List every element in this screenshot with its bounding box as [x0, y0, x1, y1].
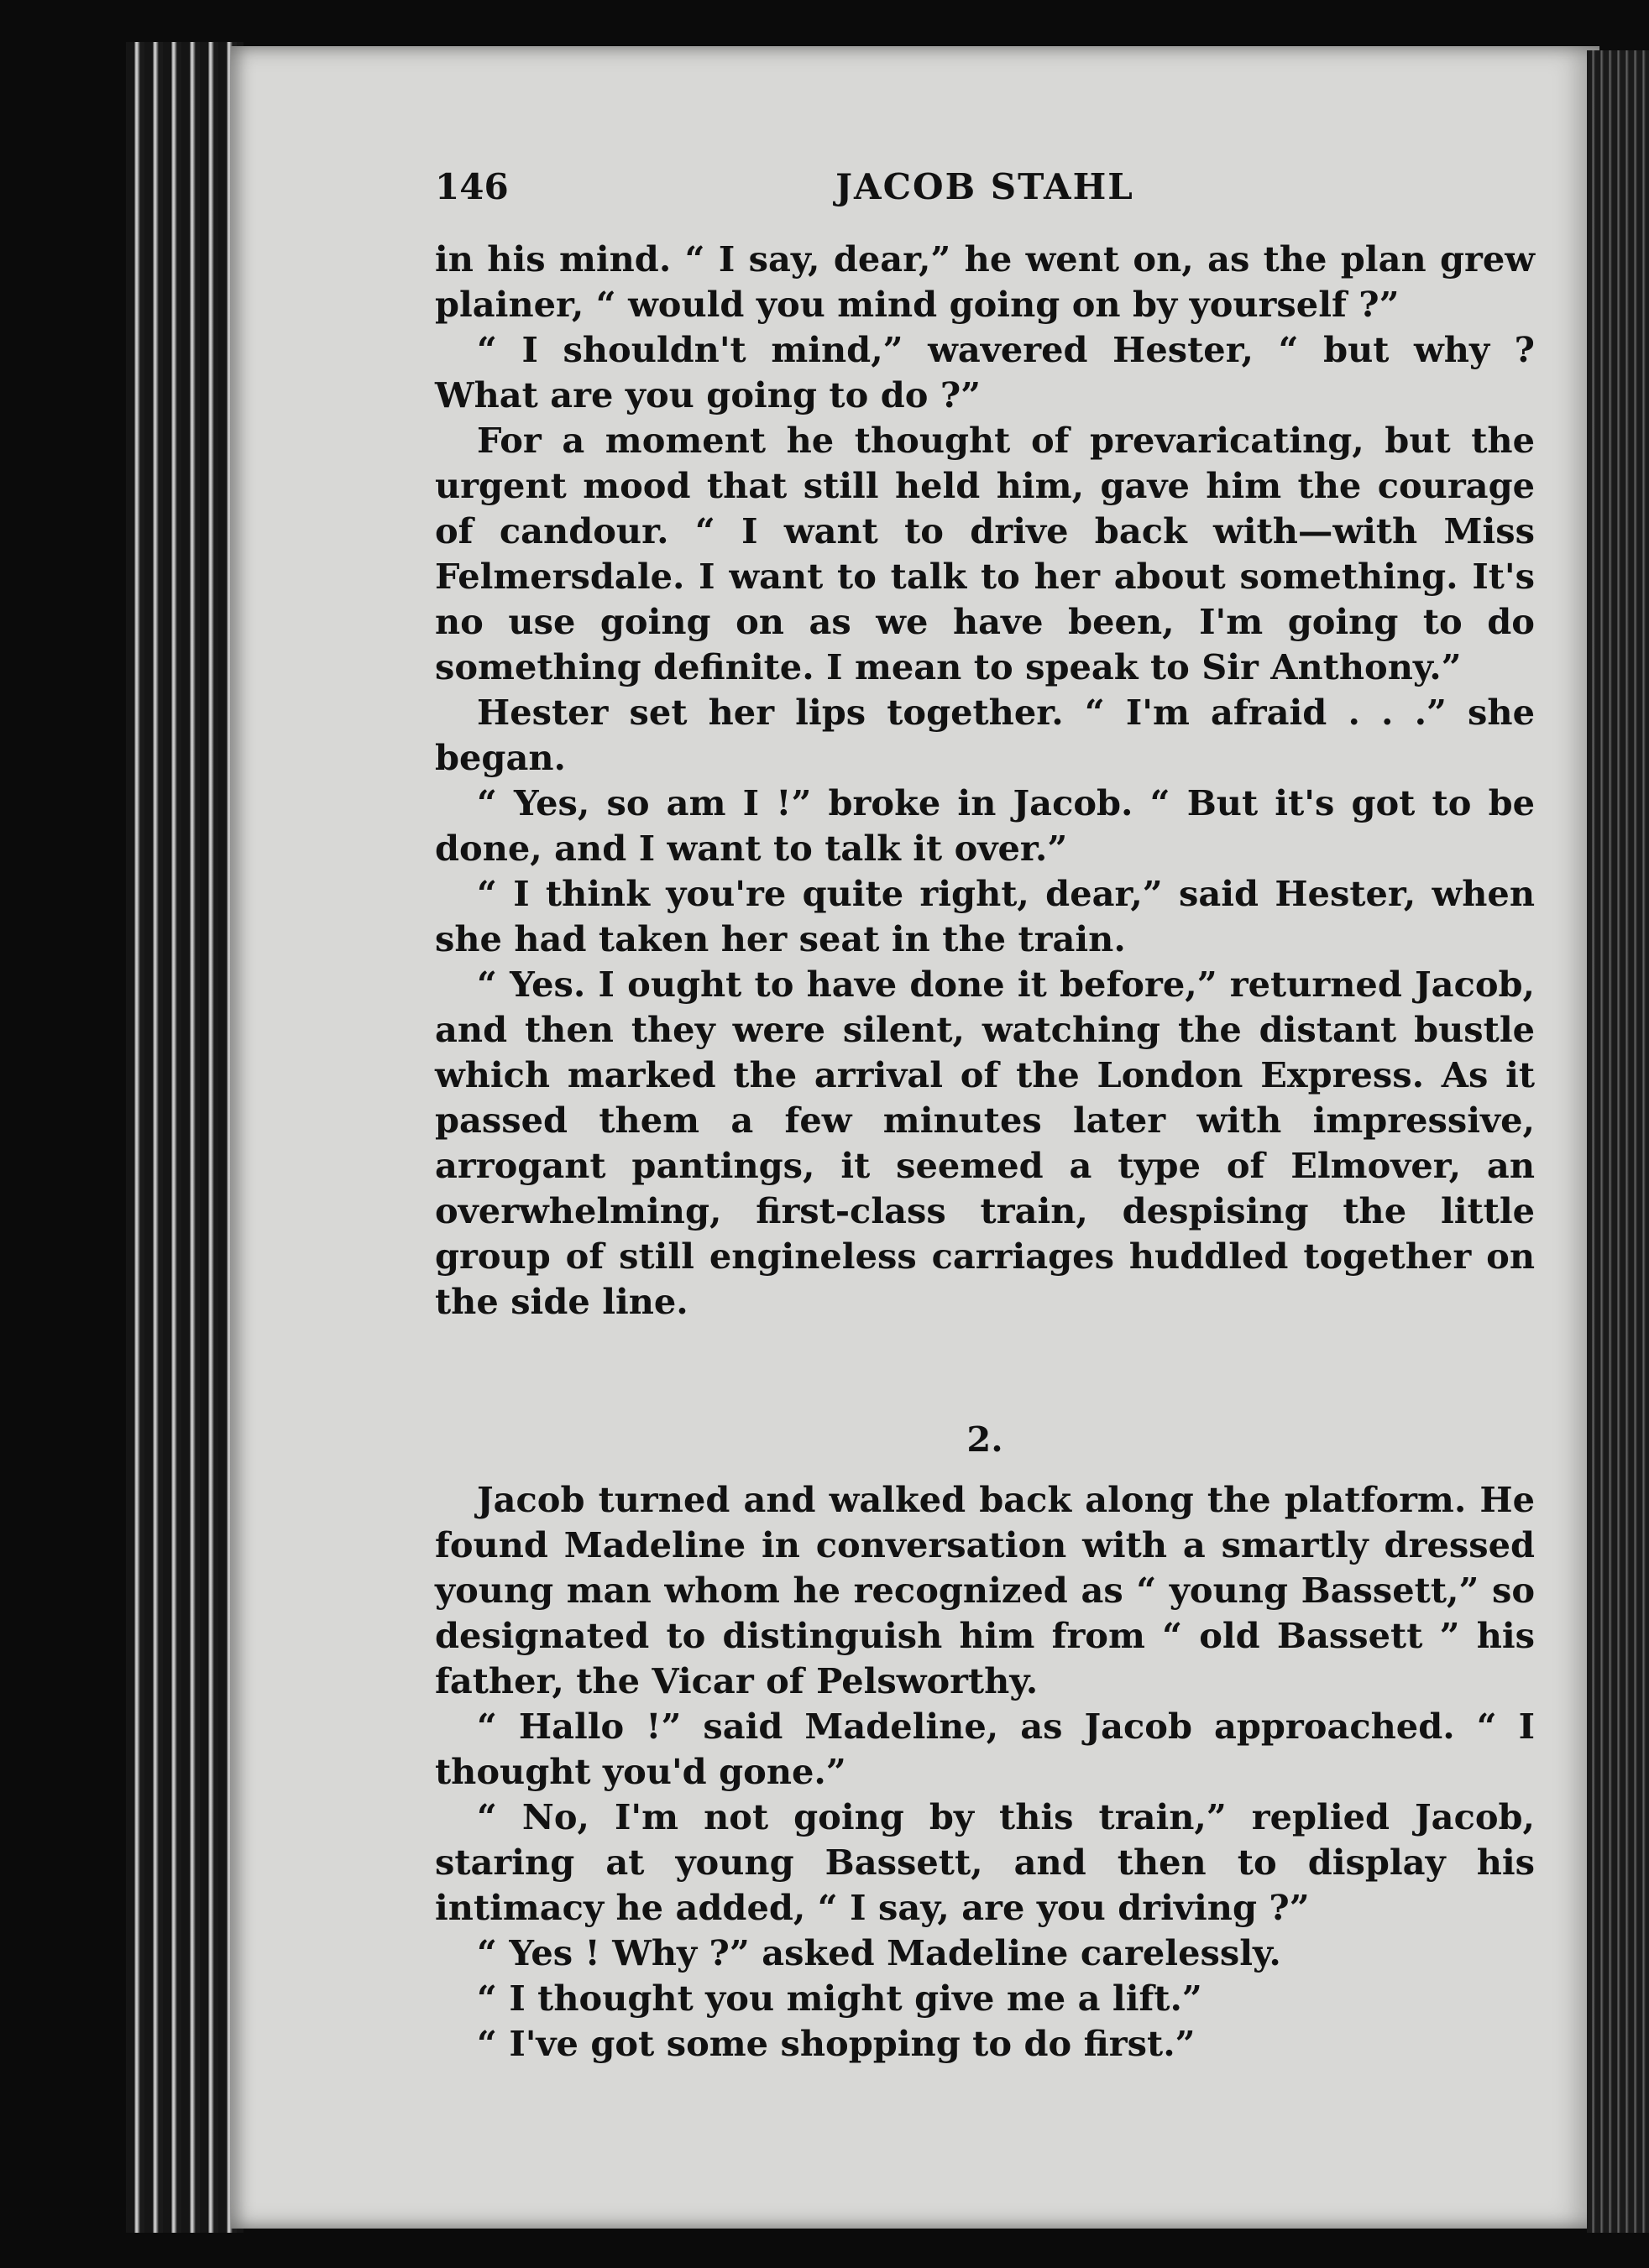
page-body: [435, 237, 1535, 2067]
page-number: 146: [435, 166, 509, 207]
book-right-edge: [1587, 50, 1649, 2233]
paragraph: “ Yes, so am I !” broke in Jacob. “ But it's got to be done, and I want to talk it over.”: [435, 782, 1535, 869]
paragraph: “ Yes. I ought to have done it before,” returned Jacob, and then they were silent, watching the distant bustle which marked the arrival of the London Express. As it passed them a few minutes later with impressive, arrogant pantings, it seemed a type of Elmover, an overwhelming, first-class train, despising the little group of still engineless carriages huddled together on the side line.: [435, 964, 1535, 1322]
section-number: 2.: [966, 1419, 1003, 1460]
book-spine-edge: [126, 42, 243, 2233]
paragraph: “ I thought you might give me a lift.”: [477, 1978, 1202, 2019]
paragraph: “ I think you're quite right, dear,” said Hester, when she had taken her seat in the train.: [435, 873, 1535, 959]
paragraph: Jacob turned and walked back along the platform. He found Madeline in conversation with a smartly dressed young man whom he recognized as “ young Bassett,” so designated to distinguish him from “ old Bassett ” his father, the Vicar of Pelsworthy.: [435, 1479, 1535, 1701]
paragraph: For a moment he thought of prevaricating, but the urgent mood that still held him, gave him the courage of candour. “ I want to drive back with—with Miss Felmersdale. I want to talk to her about something. It's no use going on as we have been, I'm going to do something definite. I mean to speak to Sir Anthony.”: [435, 420, 1535, 687]
paragraph: “ No, I'm not going by this train,” replied Jacob, staring at young Bassett, and then to display his intimacy he added, “ I say, are you driving ?”: [435, 1796, 1535, 1928]
paragraph: “ I shouldn't mind,” wavered Hester, “ but why ? What are you going to do ?”: [435, 329, 1535, 415]
paragraph: in his mind. “ I say, dear,” he went on, as the plan grew plainer, “ would you mind going on by yourself ?”: [435, 238, 1535, 325]
page-header: [435, 158, 1535, 217]
running-title: JACOB STAHL: [835, 166, 1134, 207]
paragraph: “ Yes ! Why ?” asked Madeline carelessly.: [477, 1932, 1281, 1973]
paragraph: Hester set her lips together. “ I'm afraid . . .” she began.: [435, 692, 1535, 778]
paragraph: “ I've got some shopping to do first.”: [477, 2023, 1196, 2064]
paragraph: “ Hallo !” said Madeline, as Jacob approached. “ I thought you'd gone.”: [435, 1706, 1535, 1792]
